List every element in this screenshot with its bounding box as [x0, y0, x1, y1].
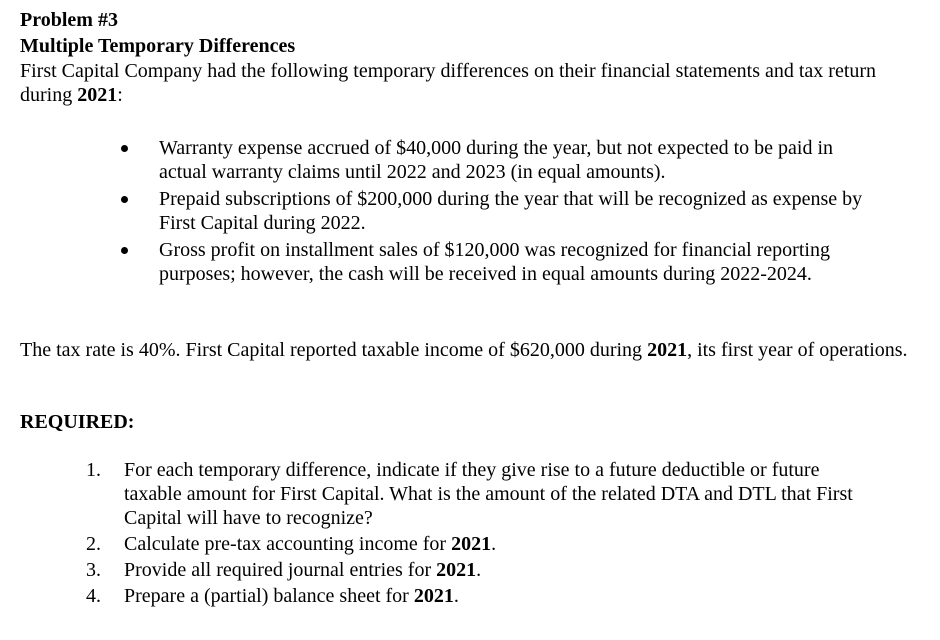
list-item	[76, 584, 876, 608]
item-number: 2.	[86, 533, 101, 555]
tax-text-before: The tax rate is 40%. First Capital reported taxable income of $620,000 during	[20, 339, 648, 361]
list-item	[112, 136, 872, 184]
intro-paragraph	[20, 59, 920, 107]
item-year: 2021	[413, 585, 454, 607]
item-year: 2021	[451, 533, 492, 555]
problem-subtitle: Multiple Temporary Differences	[20, 35, 296, 57]
list-item	[112, 238, 872, 286]
item-number: 1.	[86, 459, 101, 481]
item-end: .	[491, 533, 497, 555]
problem-number: Problem #3	[20, 9, 118, 31]
item-number: 4.	[86, 585, 101, 607]
bullet-icon	[121, 196, 128, 203]
item-year: 2021	[436, 559, 477, 581]
item-text: Provide all required journal entries for	[124, 559, 437, 581]
item-number: 3.	[86, 559, 101, 581]
item-text: For each temporary difference, indicate if they give rise to a future deductible or future taxable amount for First Capital. What is the amount of the related DTA and DTL that First Capital will have to recognize?	[124, 459, 853, 529]
list-item-text: Warranty expense accrued of $40,000 during the year, but not expected to be paid in actual warranty claims until 2022 and 2023 (in equal amounts).	[159, 137, 834, 183]
intro-suffix: :	[117, 84, 123, 106]
required-heading: REQUIRED:	[20, 411, 135, 433]
tax-rate-paragraph	[20, 338, 920, 362]
required-list	[76, 458, 876, 610]
list-item	[76, 458, 876, 530]
item-text: Calculate pre-tax accounting income for	[124, 533, 452, 555]
bullet-icon	[121, 145, 128, 152]
list-item-text: Prepaid subscriptions of $200,000 during the year that will be recognized as expense by First Capital during 2022.	[159, 188, 863, 234]
tax-year: 2021	[647, 339, 688, 361]
intro-year: 2021	[77, 84, 118, 106]
intro-text: First Capital Company had the following temporary differences on their financial statements and tax return during	[20, 60, 877, 106]
item-end: .	[476, 559, 482, 581]
item-text: Prepare a (partial) balance sheet for	[124, 585, 414, 607]
bullet-icon	[121, 247, 128, 254]
item-end: .	[453, 585, 459, 607]
list-item-text: Gross profit on installment sales of $120,000 was recognized for financial reporting purposes; however, the cash will be received in equal amounts during 2022-2024.	[159, 239, 830, 285]
list-item	[76, 532, 876, 556]
list-item	[112, 187, 872, 235]
list-item	[76, 558, 876, 582]
tax-text-after: , its first year of operations.	[687, 339, 908, 361]
temporary-differences-list	[112, 136, 872, 289]
